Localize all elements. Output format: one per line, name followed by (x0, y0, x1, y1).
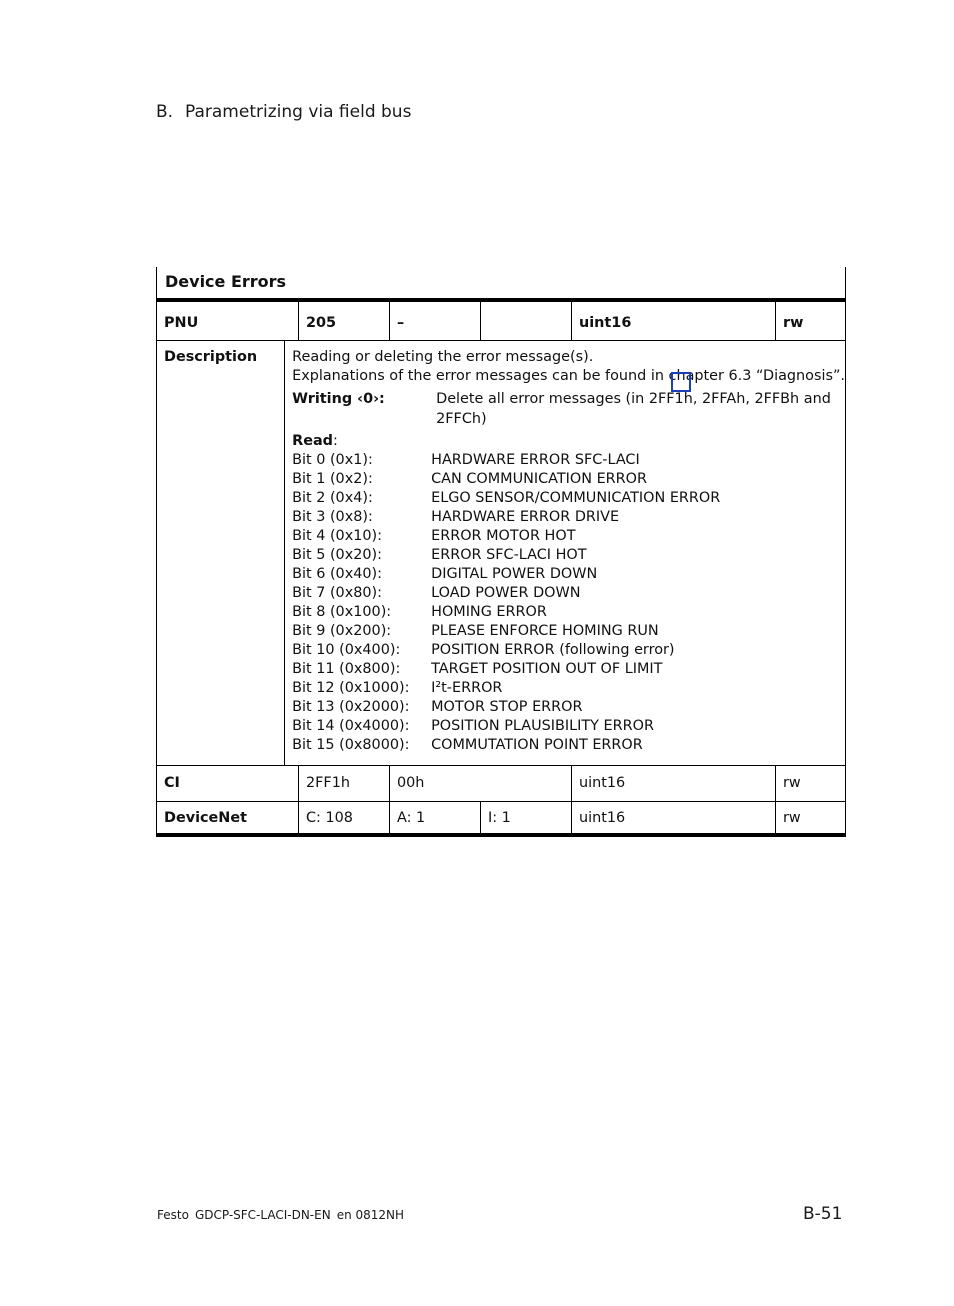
bit-description: I²t-ERROR (431, 680, 503, 696)
section-title: Parametrizing via field bus (185, 102, 412, 122)
bit-description: HARDWARE ERROR SFC-LACI (431, 452, 640, 468)
read-label: Read (292, 433, 333, 449)
writing-entry (292, 389, 845, 429)
bit-key: Bit 9 (0x200): (292, 623, 392, 639)
devicenet-instance: I: 1 (481, 802, 572, 833)
bit-description: MOTOR STOP ERROR (431, 699, 583, 715)
bit-key: Bit 0 (0x1): (292, 452, 373, 468)
ci-row (157, 766, 845, 802)
chapter-link[interactable]: 6.3 (728, 368, 752, 384)
bit-description: POSITION ERROR (following error) (431, 642, 675, 658)
bit-key: Bit 10 (0x400): (292, 642, 401, 658)
bit-description: ERROR SFC-LACI HOT (431, 547, 587, 563)
description-text: Explanations of the error messages can be found in chapter (292, 368, 729, 384)
description-row (157, 341, 845, 766)
bit-key: Bit 13 (0x2000): (292, 699, 410, 715)
bit-key: Bit 12 (0x1000): (292, 680, 410, 696)
ci-value: 2FF1h (299, 766, 390, 801)
bit-row (292, 679, 845, 698)
bit-row (292, 736, 845, 755)
bit-description: HOMING ERROR (431, 604, 547, 620)
bit-row (292, 660, 845, 679)
page-number: B-51 (803, 1204, 843, 1224)
bit-description: HARDWARE ERROR DRIVE (431, 509, 620, 525)
pnu-empty-cell (481, 302, 572, 340)
footer-doc-id: GDCP-SFC-LACI-DN-EN (194, 1208, 331, 1222)
description-text-end: “Diagnosis”. (751, 368, 845, 384)
writing-text: Delete all error messages (in 2FF1h, 2FFAh, 2FFBh and 2FFCh) (436, 391, 831, 427)
devicenet-class: C: 108 (299, 802, 390, 833)
bit-description: PLEASE ENFORCE HOMING RUN (431, 623, 659, 639)
bit-description: ERROR MOTOR HOT (431, 528, 576, 544)
bit-key: Bit 7 (0x80): (292, 585, 383, 601)
bit-row (292, 451, 845, 470)
bit-row (292, 527, 845, 546)
bit-description: COMMUTATION POINT ERROR (431, 737, 643, 753)
devicenet-row (157, 802, 845, 837)
bit-row (292, 584, 845, 603)
bit-row (292, 717, 845, 736)
bit-description: CAN COMMUNICATION ERROR (431, 471, 647, 487)
writing-label: Writing ‹0›: (292, 391, 385, 407)
pnu-index: – (390, 302, 481, 340)
footer-brand: Festo (157, 1208, 189, 1222)
bit-key: Bit 6 (0x40): (292, 566, 383, 582)
bit-key: Bit 5 (0x20): (292, 547, 383, 563)
bit-description: LOAD POWER DOWN (431, 585, 581, 601)
devicenet-access: rw (783, 810, 801, 826)
bit-key: Bit 4 (0x10): (292, 528, 383, 544)
bit-row (292, 546, 845, 565)
bit-key: Bit 3 (0x8): (292, 509, 373, 525)
pnu-access: rw (783, 315, 804, 331)
bit-row (292, 641, 845, 660)
bit-row (292, 489, 845, 508)
devicenet-label: DeviceNet (157, 802, 299, 833)
ci-type: uint16 (572, 766, 776, 801)
read-colon: : (332, 433, 338, 449)
section-number: B. (156, 102, 174, 122)
bit-row (292, 603, 845, 622)
bit-row (292, 622, 845, 641)
bit-key: Bit 2 (0x4): (292, 490, 373, 506)
chapter-link-highlight[interactable] (671, 372, 691, 392)
ci-label: CI (157, 766, 299, 801)
footer-version: en 0812NH (336, 1208, 405, 1222)
pnu-type: uint16 (572, 302, 776, 340)
bit-description: ELGO SENSOR/COMMUNICATION ERROR (431, 490, 721, 506)
description-content (285, 341, 845, 765)
bit-row (292, 470, 845, 489)
bit-key: Bit 15 (0x8000): (292, 737, 410, 753)
bit-description: POSITION PLAUSIBILITY ERROR (431, 718, 654, 734)
devicenet-attribute: A: 1 (390, 802, 481, 833)
description-label: Description (157, 341, 285, 765)
bit-list (292, 451, 845, 755)
read-heading (292, 432, 845, 451)
parameter-table (156, 267, 846, 837)
bit-row (292, 508, 845, 527)
bit-key: Bit 1 (0x2): (292, 471, 373, 487)
pnu-row (157, 302, 845, 341)
footer-document-info (157, 1208, 404, 1222)
table-title: Device Errors (157, 267, 845, 302)
ci-access: rw (783, 775, 801, 791)
bit-row (292, 698, 845, 717)
bit-key: Bit 8 (0x100): (292, 604, 392, 620)
bit-key: Bit 14 (0x4000): (292, 718, 410, 734)
description-line-1: Reading or deleting the error message(s). (292, 349, 594, 365)
bit-key: Bit 11 (0x800): (292, 661, 401, 677)
pnu-label: PNU (157, 302, 299, 340)
ci-subindex: 00h (390, 766, 572, 801)
bit-row (292, 565, 845, 584)
devicenet-type: uint16 (572, 802, 776, 833)
pnu-value: 205 (299, 302, 390, 340)
bit-description: DIGITAL POWER DOWN (431, 566, 598, 582)
page-header (156, 102, 411, 122)
description-line-2 (292, 367, 845, 386)
bit-description: TARGET POSITION OUT OF LIMIT (431, 661, 663, 677)
